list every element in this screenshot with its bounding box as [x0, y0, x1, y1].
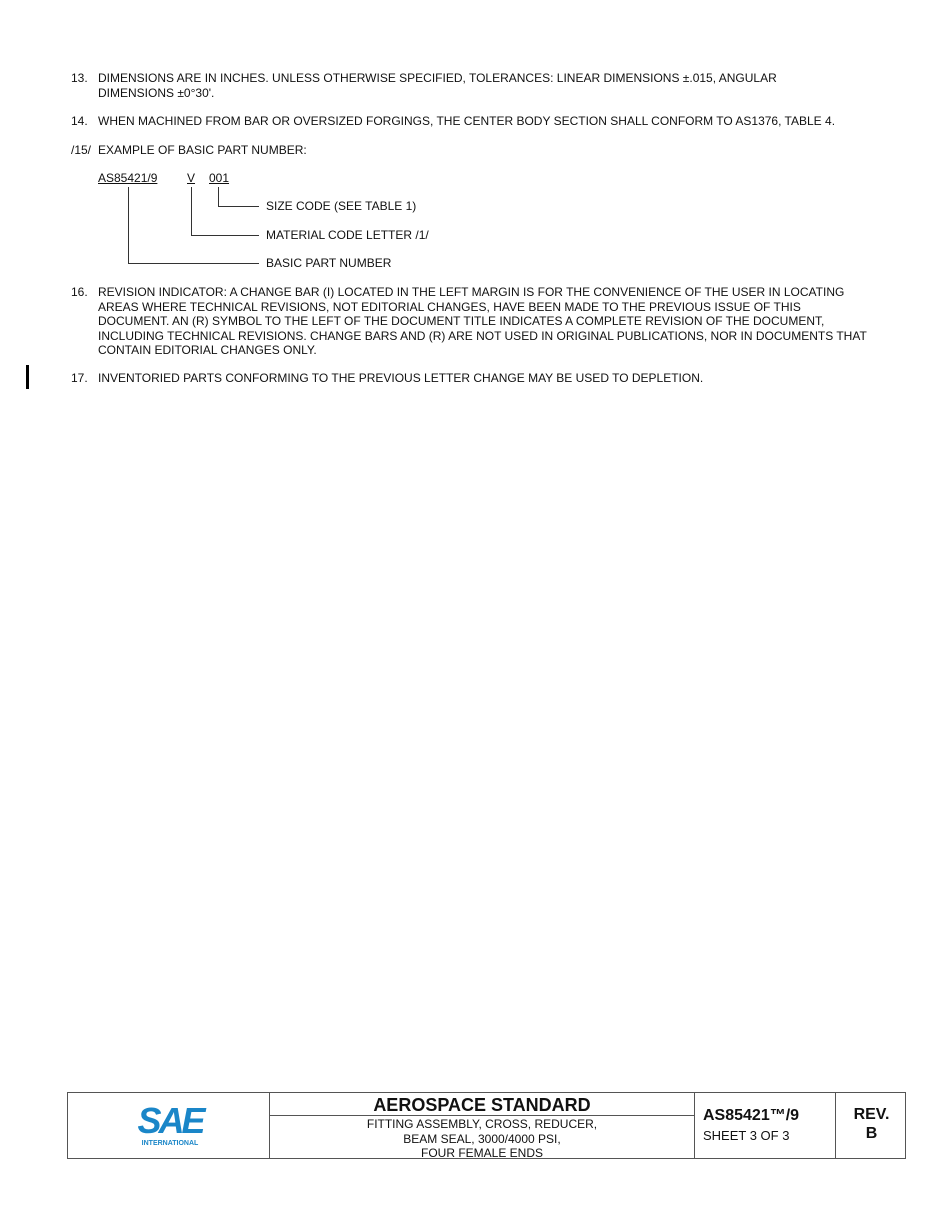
part-number-material: V — [187, 171, 196, 185]
note-number: 13. — [71, 71, 88, 85]
note-text: INVENTORIED PARTS CONFORMING TO THE PREVIOUS LETTER CHANGE MAY BE USED TO DEPLETION. — [98, 371, 704, 385]
note-16 — [71, 285, 871, 358]
description-line-3: FOUR FEMALE ENDS — [420, 1146, 543, 1160]
description-line-2: BEAM SEAL, 3000/4000 PSI, — [403, 1131, 561, 1146]
material-code-label: MATERIAL CODE LETTER /1/ — [266, 228, 429, 242]
logo-cell — [68, 1093, 270, 1158]
title-block — [67, 1092, 906, 1159]
note-15 — [71, 143, 871, 158]
sae-logo-icon — [130, 1099, 210, 1149]
note-number: 14. — [71, 114, 88, 128]
document-number: AS85421™/9 — [703, 1107, 800, 1124]
material-leader-vertical — [191, 187, 192, 235]
note-number: 16. — [71, 285, 88, 299]
part-number-size: 001 — [209, 171, 230, 185]
logo-subtext: INTERNATIONAL — [141, 1140, 199, 1147]
note-text: DIMENSIONS ARE IN INCHES. UNLESS OTHERWISE SPECIFIED, TOLERANCES: LINEAR DIMENSIONS ±.015, ANGULAR DIMENSIONS ±0°30'. — [98, 71, 777, 100]
size-leader-vertical — [218, 187, 219, 206]
revision-cell — [836, 1093, 907, 1158]
document-number-cell — [695, 1093, 836, 1158]
standard-title: AEROSPACE STANDARD — [373, 1095, 591, 1115]
title-divider — [270, 1115, 694, 1116]
part-number-basic: AS85421/9 — [98, 171, 158, 185]
note-14 — [71, 114, 871, 129]
title-cell — [270, 1093, 695, 1158]
revision-label: REV. — [853, 1106, 890, 1123]
note-number: /15/ — [71, 143, 92, 157]
note-text: REVISION INDICATOR: A CHANGE BAR (I) LOCATED IN THE LEFT MARGIN IS FOR THE CONVENIENCE OF THE USER IN LOCATING AREAS WHERE TECHNICAL REVISIONS, NOT EDITORIAL CHANGES, HAVE BEEN MADE TO THE PREVIOUS ISSUE OF THIS DOCUMENT. AN (R) SYMBOL TO THE LEFT OF THE DOCUMENT TITLE INDICATES A COMPLETE REVISION OF THE DOCUMENT, INCLUDING TECHNICAL REVISIONS. CHANGE BARS AND (R) ARE NOT USED IN ORIGINAL PUBLICATIONS, NOR IN DOCUMENTS THAT CONTAIN EDITORIAL CHANGES ONLY. — [98, 285, 867, 357]
note-17 — [71, 371, 871, 386]
revision — [836, 1105, 907, 1143]
document-description — [270, 1117, 694, 1161]
change-bar — [26, 365, 29, 389]
basic-leader-vertical — [128, 187, 129, 263]
note-13 — [71, 71, 871, 100]
note-text: WHEN MACHINED FROM BAR OR OVERSIZED FORGINGS, THE CENTER BODY SECTION SHALL CONFORM TO AS1376, TABLE 4. — [98, 114, 836, 128]
sheet-number: SHEET 3 OF 3 — [703, 1128, 790, 1143]
size-leader-horizontal — [218, 206, 259, 207]
revision-value: B — [865, 1125, 878, 1142]
note-number: 17. — [71, 371, 88, 385]
description-line-1: FITTING ASSEMBLY, CROSS, REDUCER, — [366, 1117, 598, 1131]
size-code-label: SIZE CODE (SEE TABLE 1) — [266, 199, 417, 213]
logo-text: SAE — [137, 1100, 203, 1141]
basic-leader-horizontal — [128, 263, 259, 264]
material-leader-horizontal — [191, 235, 259, 236]
basic-part-number-label: BASIC PART NUMBER — [266, 256, 392, 270]
note-text: EXAMPLE OF BASIC PART NUMBER: — [98, 143, 307, 157]
